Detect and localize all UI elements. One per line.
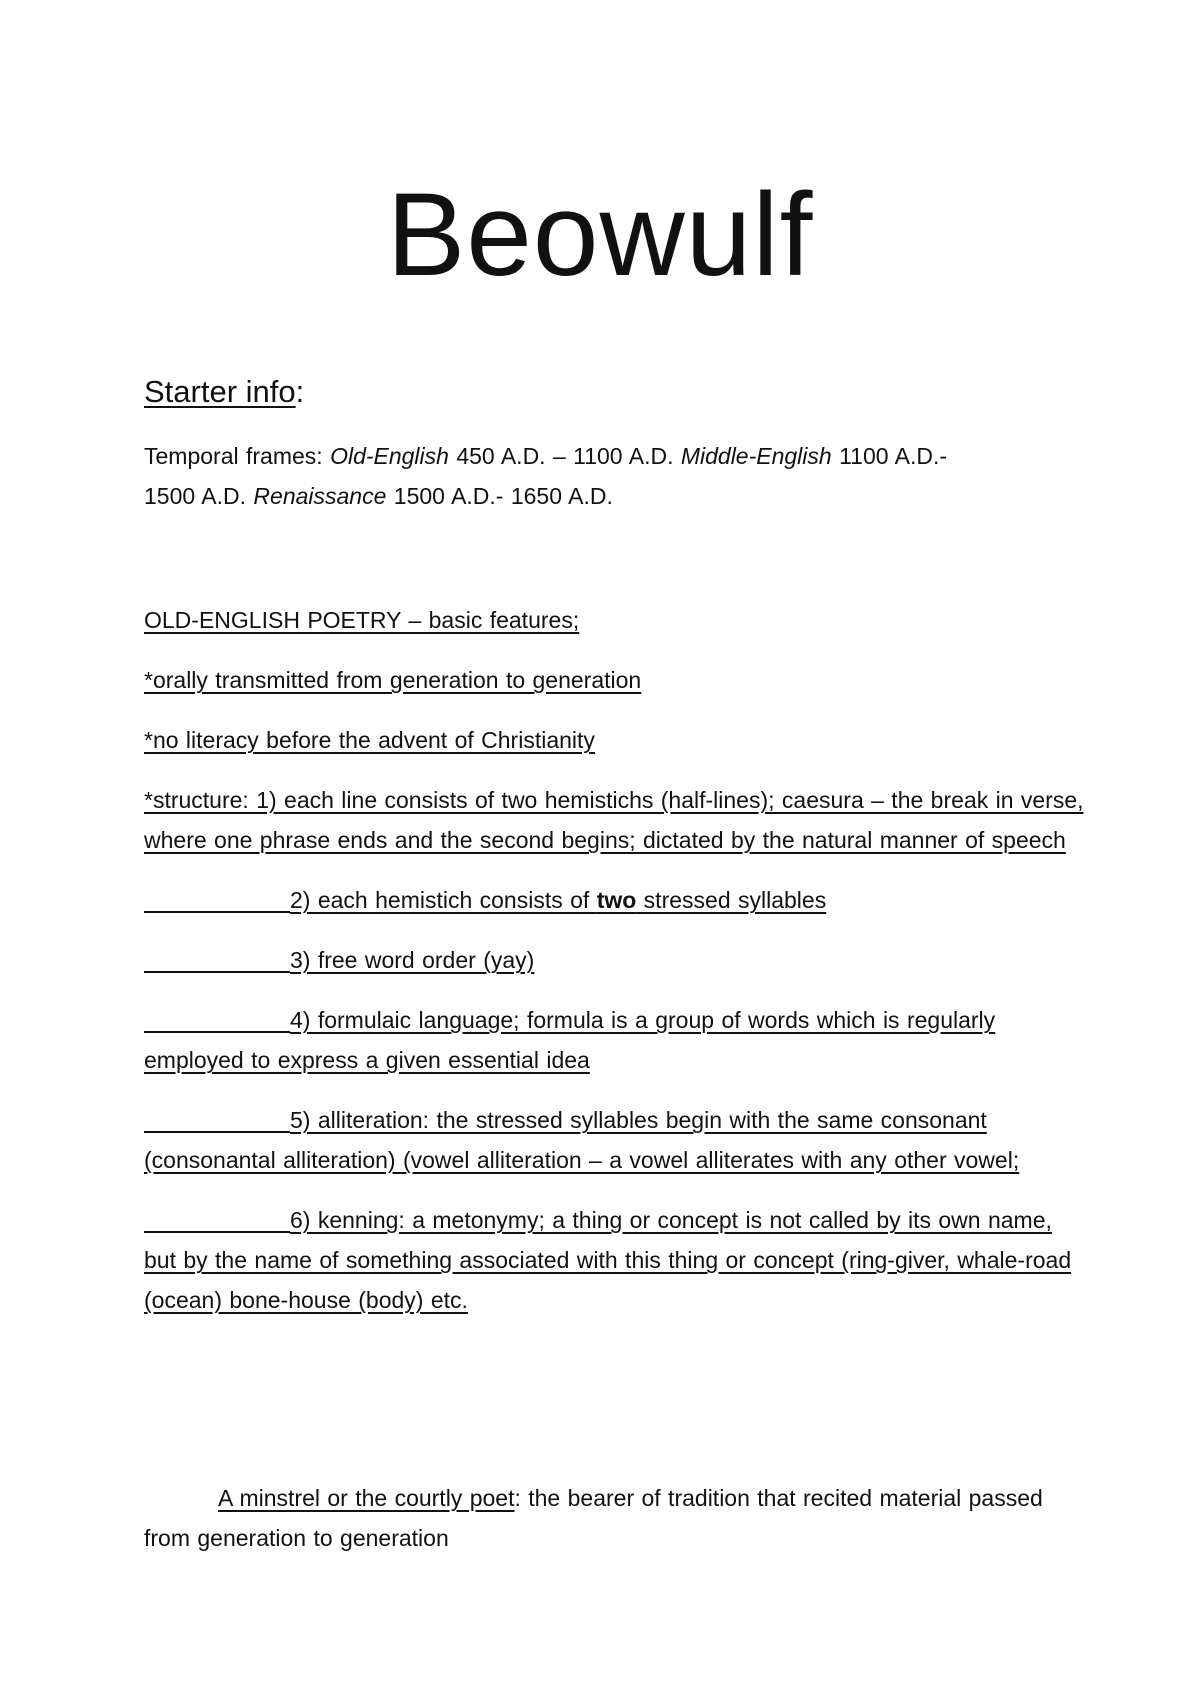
item8-text: 6) kenning: a metonymy; a thing or concept is not called by its own name, but by the name of something associated with this thing or concept (ring-giver, whale-road (ocean) bone-house (body) etc. (144, 1207, 1072, 1313)
blank-underline (144, 889, 290, 913)
list-item (144, 880, 1084, 920)
list-item (144, 1200, 1084, 1320)
old-english-range: 450 A.D. – 1100 A.D. (448, 443, 681, 469)
poetry-heading: OLD-ENGLISH POETRY – basic features; (144, 607, 580, 633)
item4-pre: 2) each hemistich consists of (290, 887, 597, 913)
blank-underline (144, 1209, 290, 1233)
blank-underline (144, 1009, 290, 1033)
item5-text: 3) free word order (yay) (290, 947, 535, 973)
old-english-poetry-section (144, 600, 1084, 1340)
item4-post: stressed syllables (636, 887, 827, 913)
document-title: Beowulf (386, 169, 814, 301)
item7-text: 5) alliteration: the stressed syllables begin with the same consonant (consonantal alliteration) (vowel alliteration – a vowel alliterates with any other vowel; (144, 1107, 1020, 1173)
middle-english-range: 1100 A.D.- (831, 443, 948, 469)
middle-english-range-end: 1500 A.D. (144, 483, 254, 509)
renaissance-range: 1500 A.D.- 1650 A.D. (386, 483, 613, 509)
starter-info-colon: : (295, 374, 305, 409)
starter-info-label: Starter info (144, 374, 296, 409)
list-item: *orally transmitted from generation to generation (144, 667, 642, 693)
starter-info-heading (144, 372, 304, 412)
item4-bold: two (596, 887, 637, 913)
list-item: *no literacy before the advent of Christianity (144, 727, 595, 753)
blank-underline (144, 949, 290, 973)
list-item (144, 1000, 1084, 1080)
renaissance-term: Renaissance (253, 483, 387, 509)
item6-text: 4) formulaic language; formula is a group of words which is regularly employed to express a given essential idea (144, 1007, 996, 1073)
list-item: *structure: 1) each line consists of two hemistichs (half-lines); caesura – the break in verse, where one phrase ends and the second begins; dictated by the natural manner of speech (144, 787, 1084, 853)
list-item (144, 940, 1084, 980)
minstrel-definition: : the bearer of tradition that recited material passed from generation to generation (144, 1485, 1043, 1551)
minstrel-term: A minstrel or the courtly poet (218, 1485, 515, 1511)
middle-english-term: Middle-English (680, 443, 832, 469)
temporal-frames-paragraph (144, 436, 1084, 516)
minstrel-paragraph (144, 1478, 1084, 1558)
list-item (144, 1100, 1084, 1180)
blank-underline (144, 1109, 290, 1133)
old-english-term: Old-English (330, 443, 449, 469)
temporal-label: Temporal frames: (144, 443, 331, 469)
